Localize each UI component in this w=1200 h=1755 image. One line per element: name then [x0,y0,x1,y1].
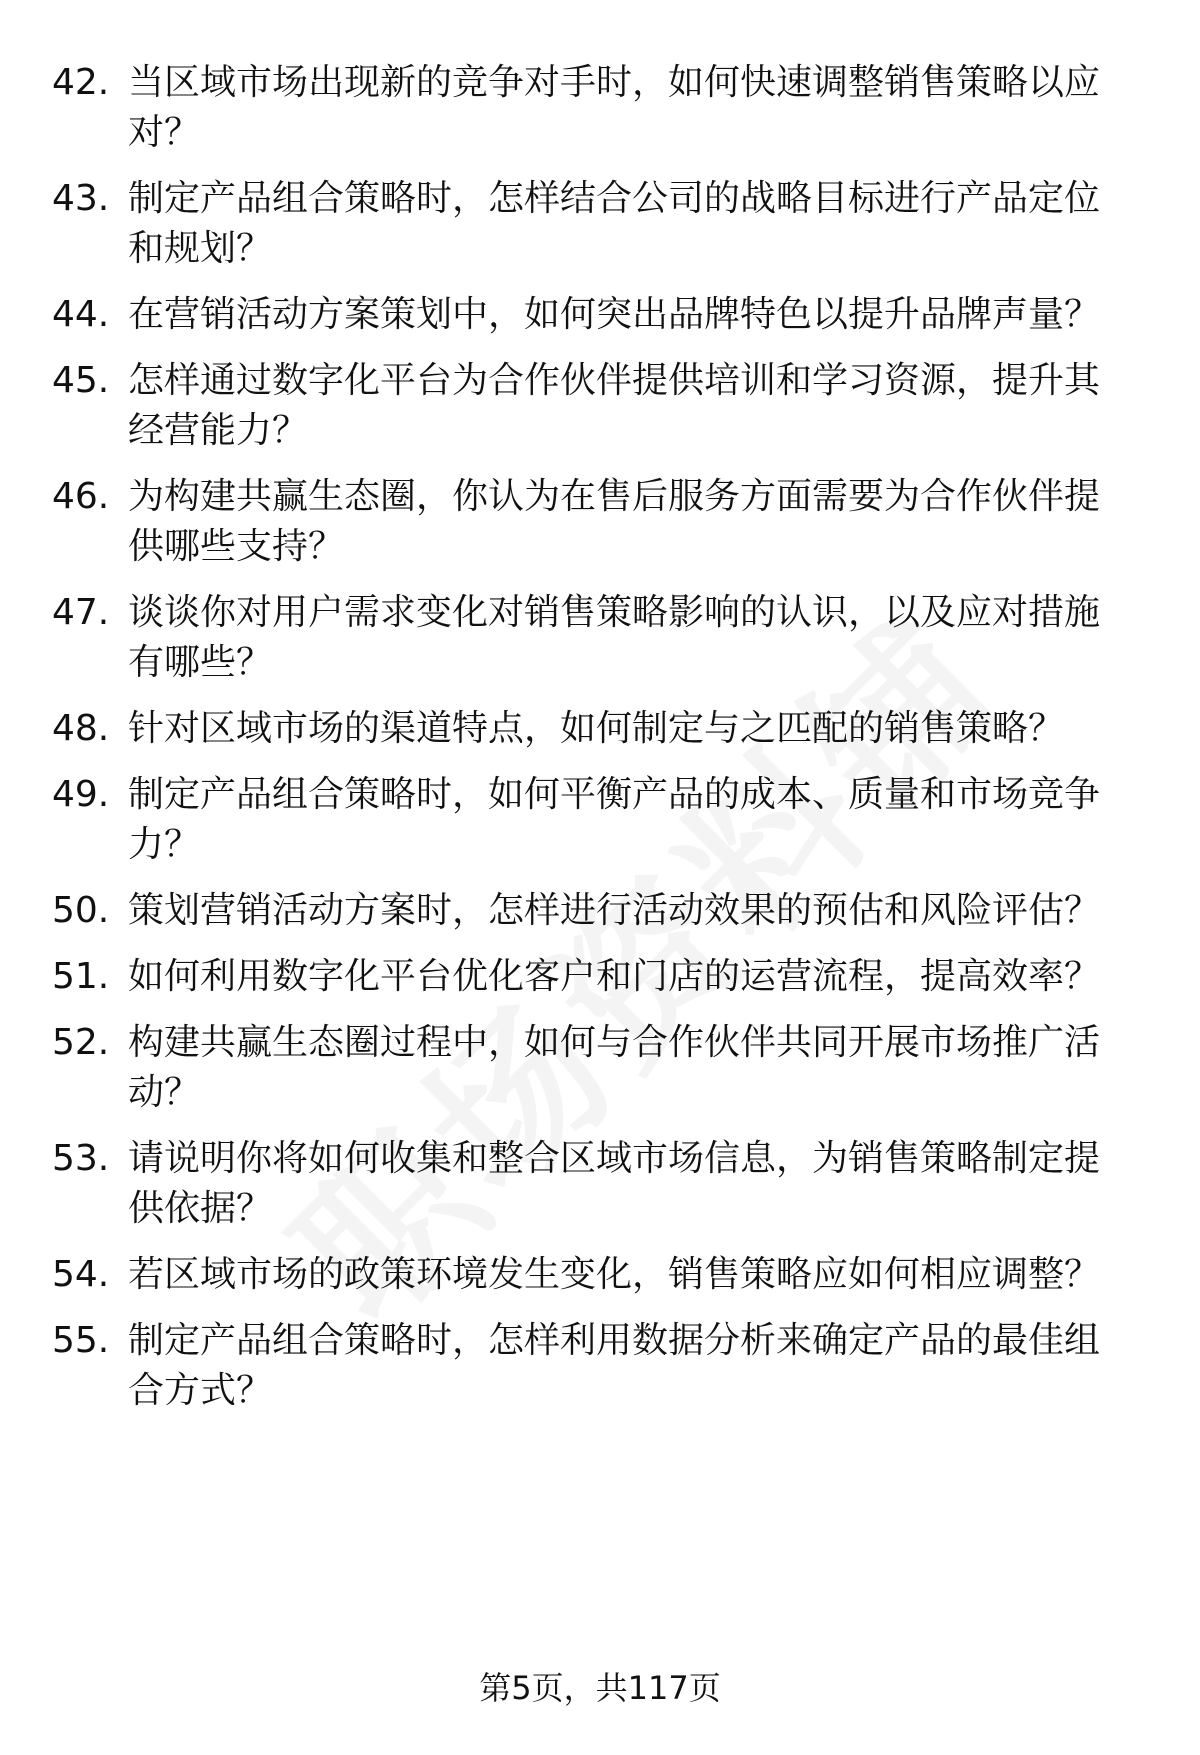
question-item [52,472,1152,572]
page-footer: 第5页，共117页 [479,1669,721,1707]
question-item [52,174,1152,274]
question-text: 为构建共赢生态圈，你认为在售后服务方面需要为合作伙伴提供哪些支持？ [128,476,1101,567]
question-text: 怎样通过数字化平台为合作伙伴提供培训和学习资源，提升其经营能力？ [128,360,1101,451]
question-number: 45. [52,360,110,401]
question-text: 制定产品组合策略时，怎样结合公司的战略目标进行产品定位和规划？ [128,178,1101,269]
question-text: 谈谈你对用户需求变化对销售策略影响的认识，以及应对措施有哪些？ [128,592,1101,683]
question-text: 请说明你将如何收集和整合区域市场信息，为销售策略制定提供依据？ [128,1138,1101,1229]
question-number: 46. [52,476,110,517]
question-text: 构建共赢生态圈过程中，如何与合作伙伴共同开展市场推广活动？ [128,1022,1101,1113]
question-item [52,1134,1152,1234]
question-number: 54. [52,1254,110,1295]
question-number: 53. [52,1138,110,1179]
question-number: 52. [52,1022,110,1063]
question-item [52,704,1152,754]
question-item [52,1316,1152,1416]
question-number: 47. [52,592,110,633]
question-number: 44. [52,294,110,335]
question-text: 当区域市场出现新的竞争对手时，如何快速调整销售策略以应对？ [128,62,1101,153]
question-text: 制定产品组合策略时，如何平衡产品的成本、质量和市场竞争力？ [128,774,1101,865]
question-item [52,356,1152,456]
question-item [52,290,1152,340]
question-item [52,1250,1152,1300]
question-text: 制定产品组合策略时，怎样利用数据分析来确定产品的最佳组合方式？ [128,1320,1101,1411]
question-number: 55. [52,1320,110,1361]
question-text: 在营销活动方案策划中，如何突出品牌特色以提升品牌声量？ [128,294,1101,335]
question-item [52,58,1152,158]
question-number: 48. [52,708,110,749]
question-number: 42. [52,62,110,103]
question-item [52,952,1152,1002]
question-text: 策划营销活动方案时，怎样进行活动效果的预估和风险评估？ [128,890,1101,931]
question-text: 如何利用数字化平台优化客户和门店的运营流程，提高效率？ [128,956,1101,997]
question-item [52,1018,1152,1118]
question-number: 43. [52,178,110,219]
question-number: 49. [52,774,110,815]
question-text: 若区域市场的政策环境发生变化，销售策略应如何相应调整？ [128,1254,1101,1295]
question-text: 针对区域市场的渠道特点，如何制定与之匹配的销售策略？ [128,708,1065,749]
question-item [52,886,1152,936]
question-list [52,58,1152,1432]
question-item [52,770,1152,870]
question-item [52,588,1152,688]
question-number: 50. [52,890,110,931]
question-number: 51. [52,956,110,997]
